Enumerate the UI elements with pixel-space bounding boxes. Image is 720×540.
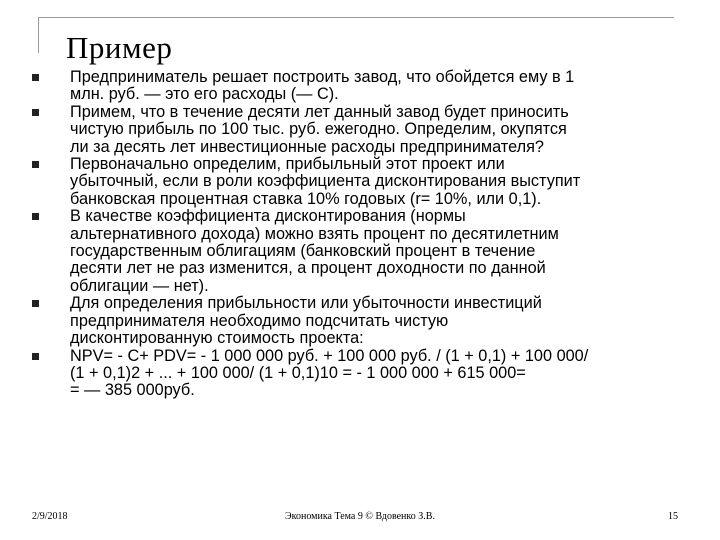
bullet-item xyxy=(32,208,672,295)
footer-caption: Экономика Тема 9 © Вдовенко З.В. xyxy=(285,511,435,522)
title-frame-top-line xyxy=(38,17,674,18)
page-number: 15 xyxy=(668,511,678,522)
text-line: государственным облигациям (банковский процент в течение xyxy=(70,242,536,261)
text-line: дисконтированную стоимость проекта: xyxy=(70,329,364,348)
text-line: Для определения прибыльности или убыточности инвестиций xyxy=(70,294,542,313)
bullet-item-formula xyxy=(32,348,672,400)
text-line: В качестве коэффициента дисконтирования (нормы xyxy=(70,207,466,226)
square-bullet-icon xyxy=(32,353,39,360)
bullet-item xyxy=(32,156,672,208)
formula-line: NPV= - C+ PDV= - 1 000 000 руб. + 100 000 руб. / (1 + 0,1) + 100 000/ xyxy=(70,346,589,365)
text-line: облигации — нет). xyxy=(70,276,209,295)
square-bullet-icon xyxy=(32,213,39,220)
text-line: чистую прибыль по 100 тыс. руб. ежегодно. Определим, окупятся xyxy=(70,120,567,139)
square-bullet-icon xyxy=(32,161,39,168)
text-line: предпринимателя необходимо подсчитать чистую xyxy=(70,311,449,330)
bullet-item xyxy=(32,69,672,104)
formula-line: (1 + 0,1)2 + ... + 100 000/ (1 + 0,1)10 = - 1 000 000 + 615 000= xyxy=(70,363,526,382)
bullet-list xyxy=(32,69,672,400)
text-line: Первоначально определим, прибыльный этот проект или xyxy=(70,155,505,174)
text-line: десяти лет не раз изменится, а процент доходности по данной xyxy=(70,259,546,278)
formula-line: = — 385 000руб. xyxy=(70,381,195,400)
text-line: банковская процентная ставка 10% годовых (r= 10%, или 0,1). xyxy=(70,189,542,208)
text-line: ли за десять лет инвестиционные расходы предпринимателя? xyxy=(70,137,544,156)
text-line: альтернативного дохода) можно взять процент по десятилетним xyxy=(70,224,559,243)
text-line: убыточный, если в роли коэффициента дисконтирования выступит xyxy=(70,172,581,191)
title-frame-left-line xyxy=(38,17,39,53)
bullet-item xyxy=(32,295,672,347)
slide-title: Пример xyxy=(66,30,173,65)
text-line: млн. руб. — это его расходы (— C). xyxy=(70,85,339,104)
footer-date: 2/9/2018 xyxy=(32,511,68,522)
square-bullet-icon xyxy=(32,109,39,116)
text-line: Предприниматель решает построить завод, что обойдется ему в 1 xyxy=(70,68,575,86)
bullet-item xyxy=(32,104,672,156)
text-line: Примем, что в течение десяти лет данный завод будет приносить xyxy=(70,102,569,121)
square-bullet-icon xyxy=(32,74,39,81)
square-bullet-icon xyxy=(32,300,39,307)
